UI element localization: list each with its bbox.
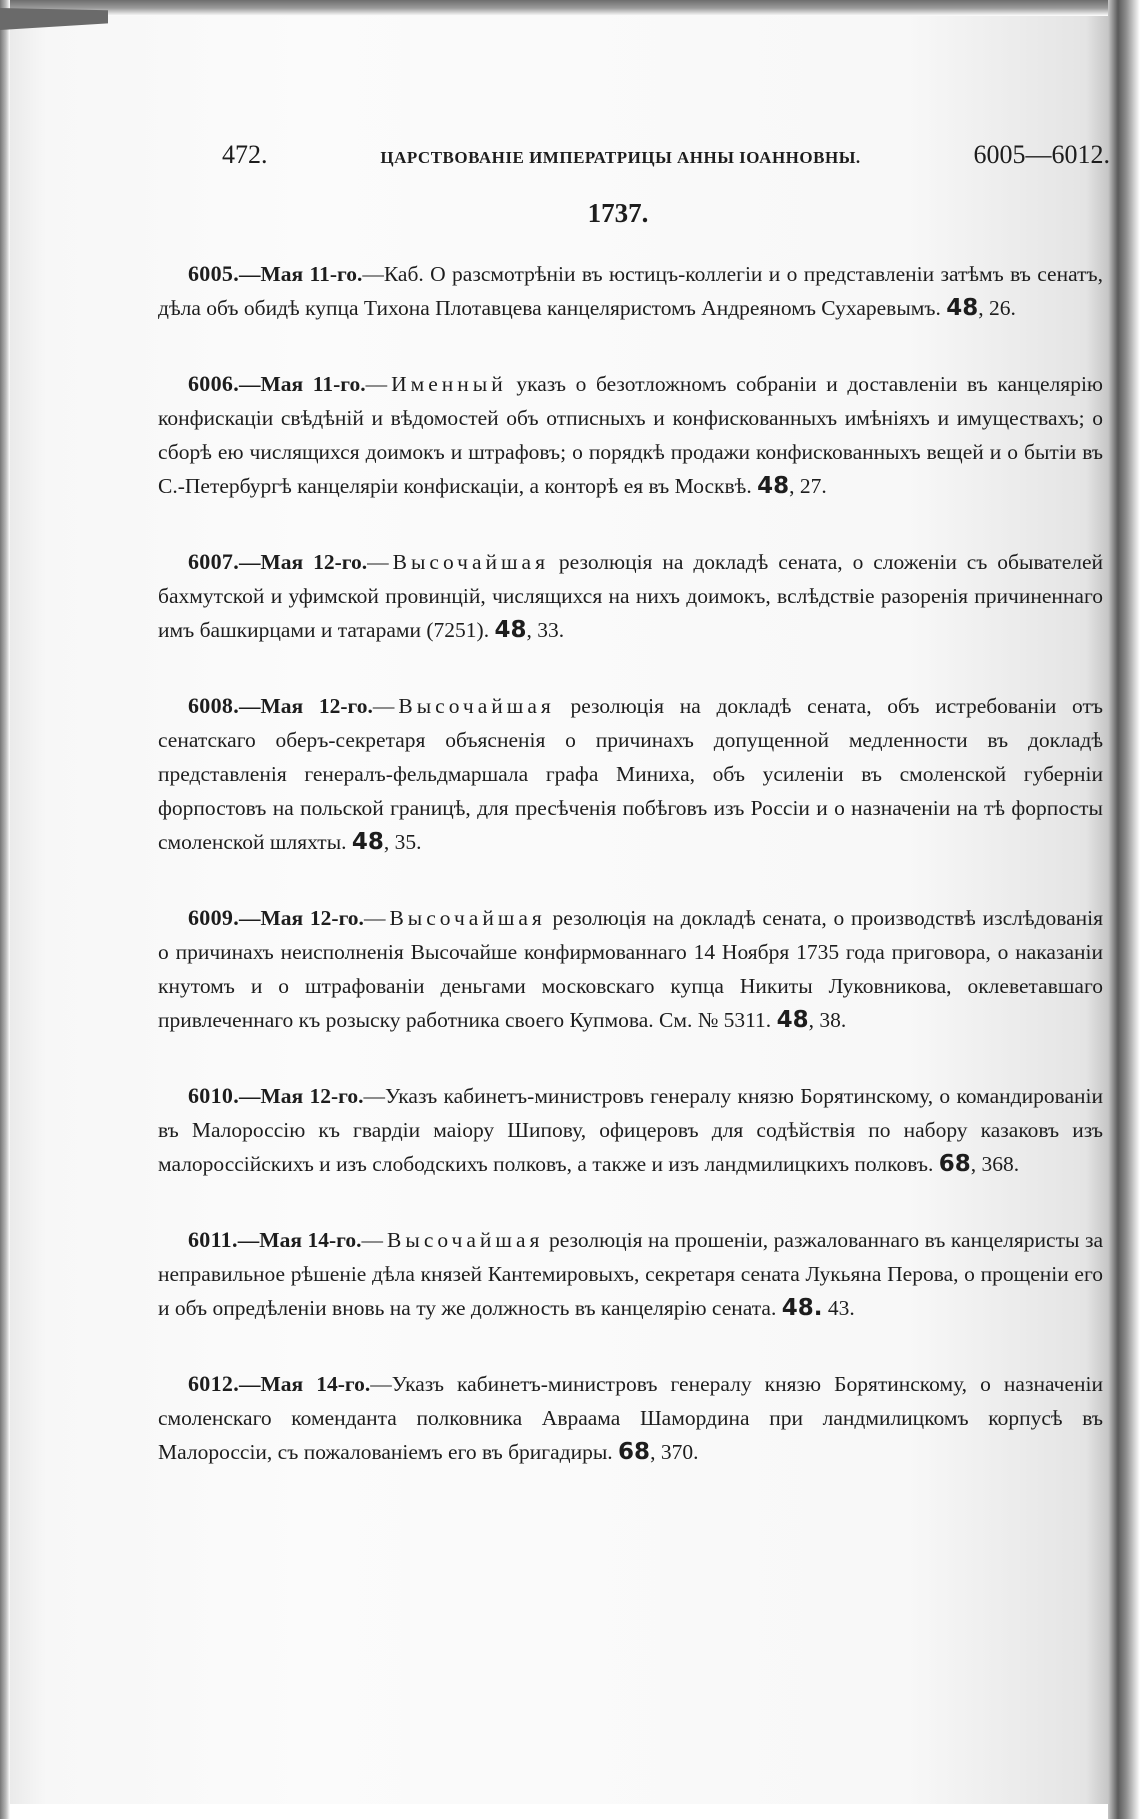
entry-number: 6009. — [188, 905, 239, 930]
entry-text: резолюція на докладѣ сената, о производствѣ изслѣдованія о причинахъ неисполненія Высочайше конфирмованнаго 14 Ноября 1735 года приговора, о наказаніи кнутомъ и о штрафованіи деньгами московскаго купца Никиты Луковникова, оклеветавшаго привлеченнаго къ розыску работника своего Купмова. См. № 5311. — [158, 906, 1104, 1032]
year-heading: 1737. — [587, 198, 649, 228]
entry-volume: 48 — [946, 295, 979, 321]
entry-date: —Мая 12-го. — [239, 906, 364, 930]
entry-volume: 68 — [618, 1439, 651, 1465]
running-title: ЦАРСТВОВАНІЕ ИМПЕРАТРИЦЫ АННЫ ІОАННОВНЫ. — [380, 148, 861, 167]
entry-number: 6008. — [188, 693, 239, 718]
left-scan-shadow — [0, 0, 10, 1819]
entry-text: —Каб. О разсмотрѣніи въ юстицъ-коллегіи и о представленіи затѣмъ въ сенатъ, дѣла объ обидѣ купца Тихона Плотавцева канцеляристомъ Андреяномъ Сухаревымъ. — [158, 262, 1103, 320]
entry-text: указъ о безотложномъ собраніи и доставленіи въ канцелярію конфискаціи свѣдѣній и вѣдомостей объ отписныхъ и конфискованныхъ имѣніяхъ и имуществахъ; о сборѣ ею числящихся доимокъ и штрафовъ; о порядкѣ продажи конфискованныхъ вещей и о бытіи въ С.-Петербургѣ канцеляріи конфискаціи, а конторѣ ея въ Москвѣ. — [158, 372, 1103, 498]
entry-text: —Указъ кабинетъ-министровъ генералу князю Борятинскому, о командированіи въ Малороссію къ гвардіи маіору Шипову, офицеровъ для содѣйствія по набору казаковъ изъ малороссійскихъ и изъ слободскихъ полковъ, а также и изъ ландмилицкихъ полковъ. — [158, 1084, 1104, 1176]
entry-text: резолюція на докладѣ сената, о сложеніи съ обывателей бахмутской и уфимской провинцій, числящихся на нихъ доимокъ, вслѣдствіе разоренія причиненнаго имъ башкирцами и татарами (7251). — [158, 550, 1104, 642]
page-number: 472. — [222, 140, 268, 169]
entry-6011 — [158, 1223, 1103, 1325]
entry-page: , 33. — [526, 618, 565, 642]
running-header — [222, 140, 1110, 170]
entry-page: , 368. — [970, 1152, 1020, 1176]
entry-volume: 48 — [494, 617, 527, 643]
entry-kind: —Высочайшая — [372, 694, 555, 718]
entry-6006 — [158, 367, 1103, 503]
entry-6012 — [158, 1367, 1103, 1469]
entry-number: 6012. — [188, 1371, 239, 1396]
entry-date: —Мая 14-го. — [239, 1372, 371, 1396]
entry-text: резолюція на докладѣ сената, объ истребованіи отъ сенатскаго оберъ-секретаря объясненія о причинахъ допущенной медленности въ докладѣ представленія генералъ-фельдмаршала графа Миниха, объ усиленіи въ смоленской губерніи форпостовъ на польской границѣ, для пресѣченія побѣговъ изъ Россіи и о назначеніи на тѣ форпосты смоленской шляхты. — [158, 694, 1103, 854]
entry-6005 — [158, 257, 1103, 325]
entry-volume: 48 — [351, 829, 384, 855]
entry-range: 6005—6012. — [973, 140, 1110, 169]
entry-number: 6005. — [188, 261, 239, 286]
entry-volume: 68 — [938, 1151, 971, 1177]
entry-6009 — [158, 901, 1103, 1037]
entry-page: , 370. — [650, 1440, 699, 1464]
entry-6007 — [158, 545, 1103, 647]
entry-number: 6011. — [188, 1227, 238, 1252]
entry-date: —Мая 12-го. — [239, 1084, 364, 1108]
entry-text: резолюція на прошеніи, разжалованнаго въ канцеляристы за неправильное рѣшеніе дѣла князей Кантемировыхъ, секретаря сената Лукьяна Перова, о прощеніи его и объ опредѣленіи вновь на ту же должность въ канцелярію сената. — [158, 1228, 1103, 1320]
entry-date: —Мая 11-го. — [239, 372, 366, 396]
page-content — [158, 140, 1110, 1511]
entry-page: , 27. — [789, 474, 827, 498]
entry-volume: 48. — [781, 1295, 823, 1321]
entry-date: —Мая 12-го. — [239, 550, 368, 574]
entry-6008 — [158, 689, 1103, 859]
entry-page: , 38. — [808, 1008, 847, 1032]
entry-kind: —Высочайшая — [361, 1228, 544, 1252]
entry-kind: —Высочайшая — [367, 550, 549, 574]
entry-date: —Мая 12-го. — [239, 694, 373, 718]
entry-volume: 48 — [757, 473, 790, 499]
entry-number: 6006. — [188, 371, 239, 396]
entry-page: 43. — [822, 1296, 855, 1320]
entry-page: , 26. — [978, 296, 1016, 320]
right-scan-edge — [1108, 0, 1140, 1819]
entry-date: —Мая 11-го. — [239, 262, 363, 286]
entry-volume: 48 — [776, 1007, 809, 1033]
entry-number: 6007. — [188, 549, 239, 574]
entry-date: —Мая 14-го. — [237, 1228, 362, 1252]
entry-page: , 35. — [383, 830, 422, 854]
entry-text: —Указъ кабинетъ-министровъ генералу князю Борятинскому, о назначеніи смоленскаго коменданта полковника Авраама Шамордина при ландмилицкомъ корпусѣ въ Малороссіи, съ пожалованіемъ его въ бригадиры. — [158, 1372, 1103, 1464]
entry-number: 6010. — [188, 1083, 239, 1108]
entry-6010 — [158, 1079, 1103, 1181]
top-scan-shadow — [0, 0, 1140, 16]
entry-kind: —Высочайшая — [363, 906, 546, 930]
entry-kind: —Именный — [365, 372, 507, 396]
